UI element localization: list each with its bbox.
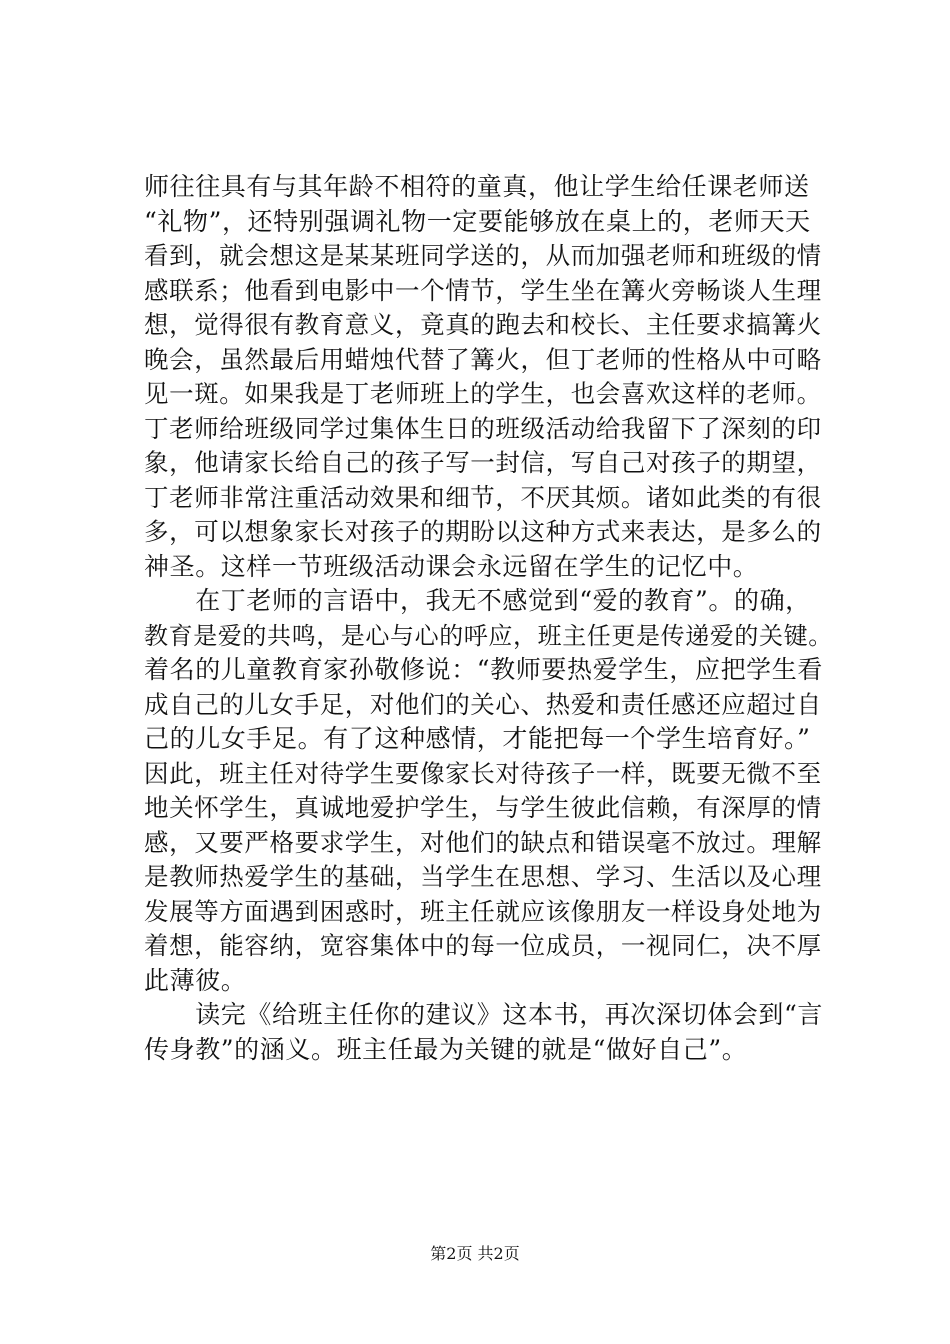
text-line: 成自己的儿女手足，对他们的关心、热爱和责任感还应超过自 [144, 689, 822, 719]
text-line: 着名的儿童教育家孙敬修说：“教师要热爱学生，应把学生看 [144, 655, 823, 684]
text-line: 晚会，虽然最后用蜡烛代替了篝火，但丁老师的性格从中可略 [144, 344, 822, 374]
text-line: 看到，就会想这是某某班同学送的，从而加强老师和班级的情 [144, 241, 822, 270]
text-line: 丁老师给班级同学过集体生日的班级活动给我留下了深刻的印 [144, 413, 822, 443]
text-line: 丁老师非常注重活动效果和细节，不厌其烦。诸如此类的有很 [144, 482, 822, 512]
text-line: 感，又要严格要求学生，对他们的缺点和错误毫不放过。理解 [144, 827, 822, 857]
text-line: 感联系；他看到电影中一个情节，学生坐在篝火旁畅谈人生理 [144, 275, 822, 305]
text-line: 因此，班主任对待学生要像家长对待孩子一样，既要无微不至 [144, 758, 822, 788]
text-line: 神圣。这样一节班级活动课会永远留在学生的记忆中。 [144, 551, 759, 581]
text-line: 此薄彼。 [144, 965, 247, 995]
text-line: 传身教”的涵义。班主任最为关键的就是“做好自己”。 [144, 1034, 748, 1064]
text-line: “礼物”，还特别强调礼物一定要能够放在桌上的，老师天天 [144, 206, 811, 236]
text-line: 读完《给班主任你的建议》这本书，再次深切体会到“言 [144, 1000, 823, 1029]
text-line: 是教师热爱学生的基础，当学生在思想、学习、生活以及心理 [144, 862, 822, 891]
text-line: 教育是爱的共鸣，是心与心的呼应，班主任更是传递爱的关键。 [144, 621, 833, 650]
text-line: 多，可以想象家长对孩子的期盼以这种方式来表达，是多么的 [144, 517, 822, 546]
text-line: 师往往具有与其年龄不相符的童真，他让学生给任课老师送 [144, 172, 810, 201]
text-line: 己的儿女手足。有了这种感情，才能把每一个学生培育好。” [144, 724, 811, 753]
text-line: 在丁老师的言语中，我无不感觉到“爱的教育”。的确， [144, 586, 811, 615]
text-line: 地关怀学生，真诚地爱护学生，与学生彼此信赖，有深厚的情 [144, 793, 822, 822]
page-footer: 第2页 共2页 [430, 1244, 520, 1263]
text-line: 想，觉得很有教育意义，竟真的跑去和校长、主任要求搞篝火 [144, 310, 822, 339]
body-text [144, 170, 834, 1067]
text-line: 见一斑。如果我是丁老师班上的学生，也会喜欢这样的老师。 [144, 379, 822, 408]
text-line: 着想，能容纳，宽容集体中的每一位成员，一视同仁，决不厚 [144, 931, 822, 960]
text-line: 象，他请家长给自己的孩子写一封信，写自己对孩子的期望， [144, 448, 822, 477]
text-line: 发展等方面遇到困惑时，班主任就应该像朋友一样设身处地为 [144, 896, 822, 926]
